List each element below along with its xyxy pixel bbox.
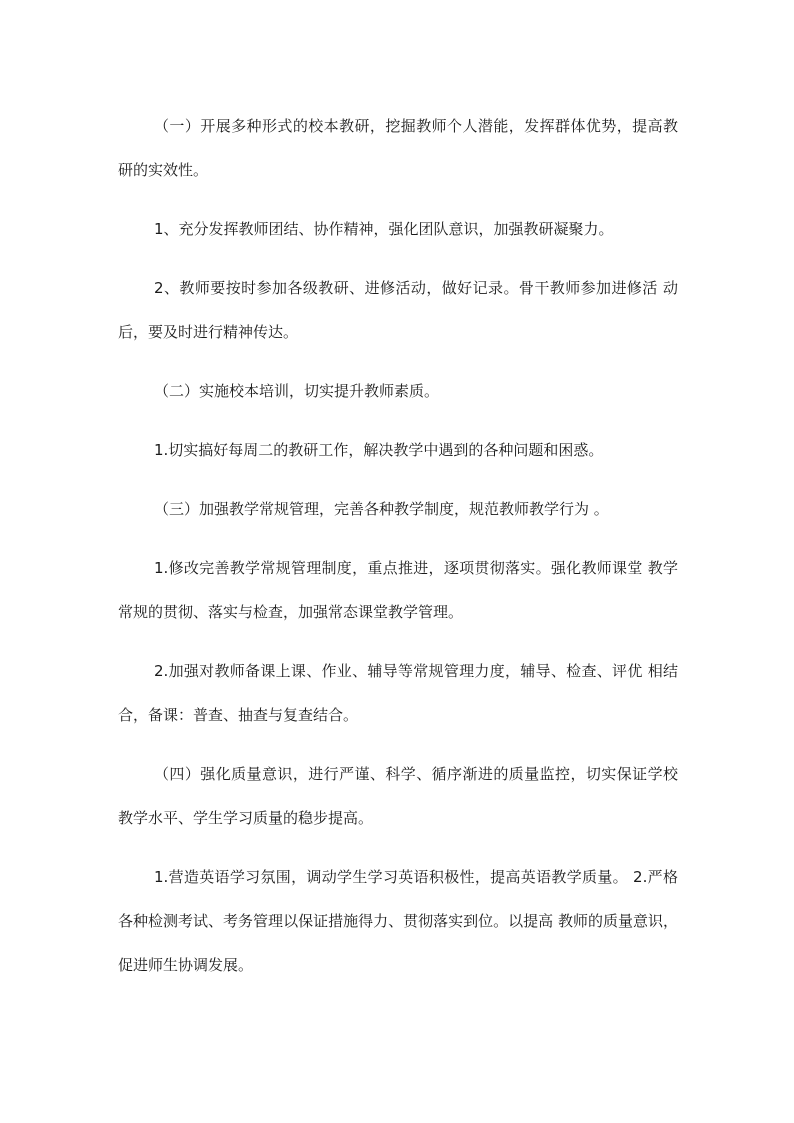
section-three-heading: （三）加强教学常规管理，完善各种教学制度，规范教师教学行为 。 [154,500,609,518]
section-two-heading: （二）实施校本培训，切实提升教师素质。 [154,382,440,400]
paragraph-2-1: 1.切实搞好每周二的教研工作，解决教学中遇到的各种问题和困惑。 [154,441,604,459]
paragraph-3-1: 1.修改完善教学常规管理制度，重点推进，逐项贯彻落实。强化教师课堂 教学常规的贯彻、落实与检查，加强常态课堂教学管理。 [118,559,678,621]
paragraph-1-1: 1、充分发挥教师团结、协作精神，强化团队意识，加强教研凝聚力。 [154,220,614,238]
document-body [118,104,678,1002]
section-one-heading: （一）开展多种形式的校本教研，挖掘教师个人潜能，发挥群体优势，提高教研的实效性。 [118,117,678,179]
section-four-heading: （四）强化质量意识，进行严谨、科学、循序渐进的质量监控，切实保证学校教学水平、学生学习质量的稳步提高。 [118,765,678,827]
paragraph-4-1: 1.营造英语学习氛围，调动学生学习英语积极性，提高英语教学质量。 2.严格各种检测考试、考务管理以保证措施得力、贯彻落实到位。以提高 教师的质量意识，促进师生协调发展。 [118,868,678,974]
paragraph-1-2: 2、教师要按时参加各级教研、进修活动，做好记录。骨干教师参加进修活 动后，要及时进行精神传达。 [118,279,678,341]
paragraph-3-2: 2.加强对教师备课上课、作业、辅导等常规管理力度，辅导、检查、评优 相结合，备课：普查、抽查与复查结合。 [118,662,678,724]
